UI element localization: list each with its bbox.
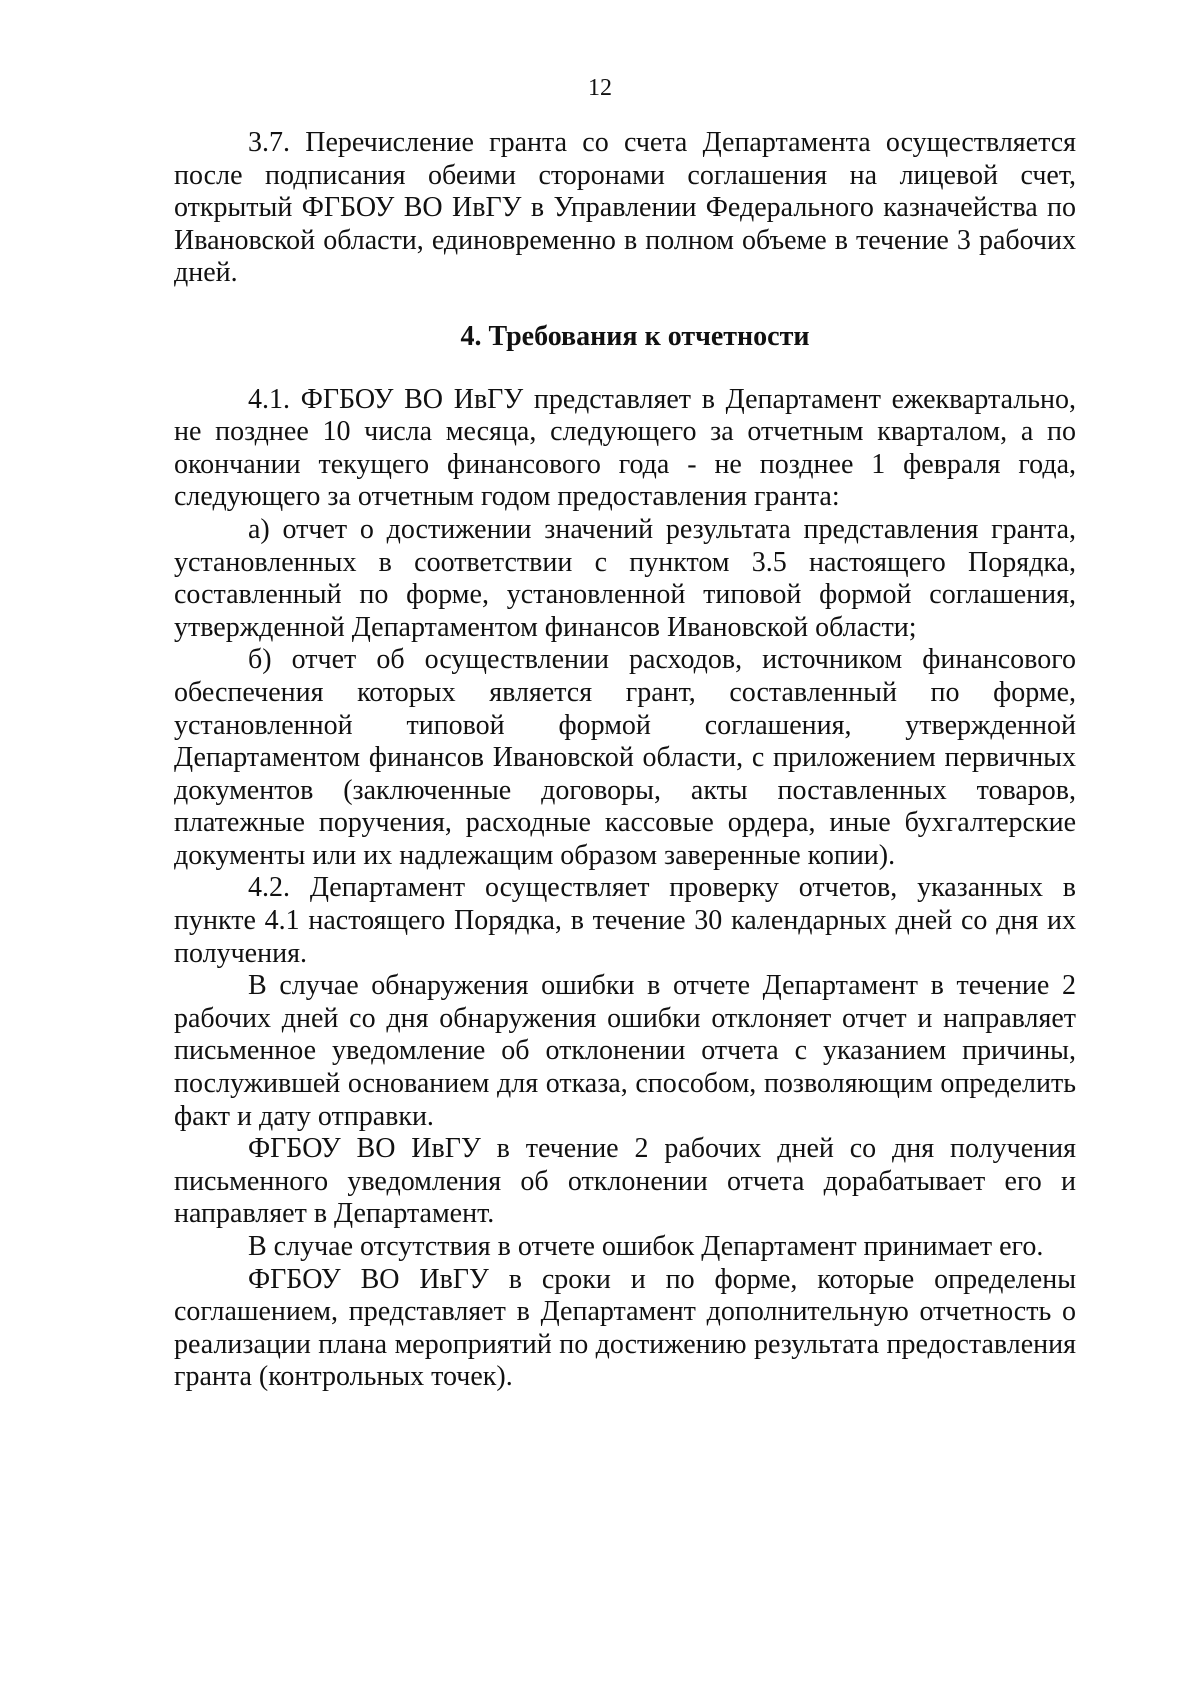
section-heading: 4. Требования к отчетности <box>460 320 810 352</box>
paragraph-additional-reporting: ФГБОУ ВО ИвГУ в сроки и по форме, которые определены соглашением, представляет в Департамент дополнительную отчетность о реализации плана мероприятий по достижению результата предоставления гранта (контрольных точек). <box>174 1263 1076 1393</box>
paragraph-4-1-b: б) отчет об осуществлении расходов, источником финансового обеспечения которых является грант, составленный по форме, установленной типовой формой соглашения, утвержденной Департаментом финансов Ивановской области, с приложением первичных документов (заключенные договоры, акты поставленных товаров, платежные поручения, расходные кассовые ордера, иные бухгалтерские документы или их надлежащим образом заверенные копии). <box>174 644 1076 871</box>
paragraph-4-1: 4.1. ФГБОУ ВО ИвГУ представляет в Департамент ежеквартально, не позднее 10 числа месяца, следующего за отчетным кварталом, а по окончании текущего финансового года - не позднее 1 февраля года, следующего за отчетным годом предоставления гранта: <box>174 383 1076 513</box>
paragraph-resubmission: ФГБОУ ВО ИвГУ в течение 2 рабочих дней со дня получения письменного уведомления об отклонении отчета дорабатывает его и направляет в Департамент. <box>174 1133 1076 1230</box>
paragraph-no-errors: В случае отсутствия в отчете ошибок Департамент принимает его. <box>248 1231 1044 1262</box>
paragraph-3-7: 3.7. Перечисление гранта со счета Департамента осуществляется после подписания обеими сторонами соглашения на лицевой счет, открытый ФГБОУ ВО ИвГУ в Управлении Федерального казначейства по Ивановской области, единовременно в полном объеме в течение 3 рабочих дней. <box>174 127 1076 289</box>
paragraph-4-1-a: а) отчет о достижении значений результата представления гранта, установленных в соответствии с пунктом 3.5 настоящего Порядка, составленный по форме, установленной типовой формой соглашения, утвержденной Департаментом финансов Ивановской области; <box>174 513 1076 643</box>
page-number: 12 <box>588 75 612 101</box>
paragraph-error-detected: В случае обнаружения ошибки в отчете Департамент в течение 2 рабочих дней со дня обнаружения ошибки отклоняет отчет и направляет письменное уведомление об отклонении отчета с указанием причины, послужившей основанием для отказа, способом, позволяющим определить факт и дату отправки. <box>174 970 1076 1132</box>
document-body <box>174 127 1076 1394</box>
paragraph-4-2: 4.2. Департамент осуществляет проверку отчетов, указанных в пункте 4.1 настоящего Порядка, в течение 30 календарных дней со дня их получения. <box>174 872 1076 969</box>
